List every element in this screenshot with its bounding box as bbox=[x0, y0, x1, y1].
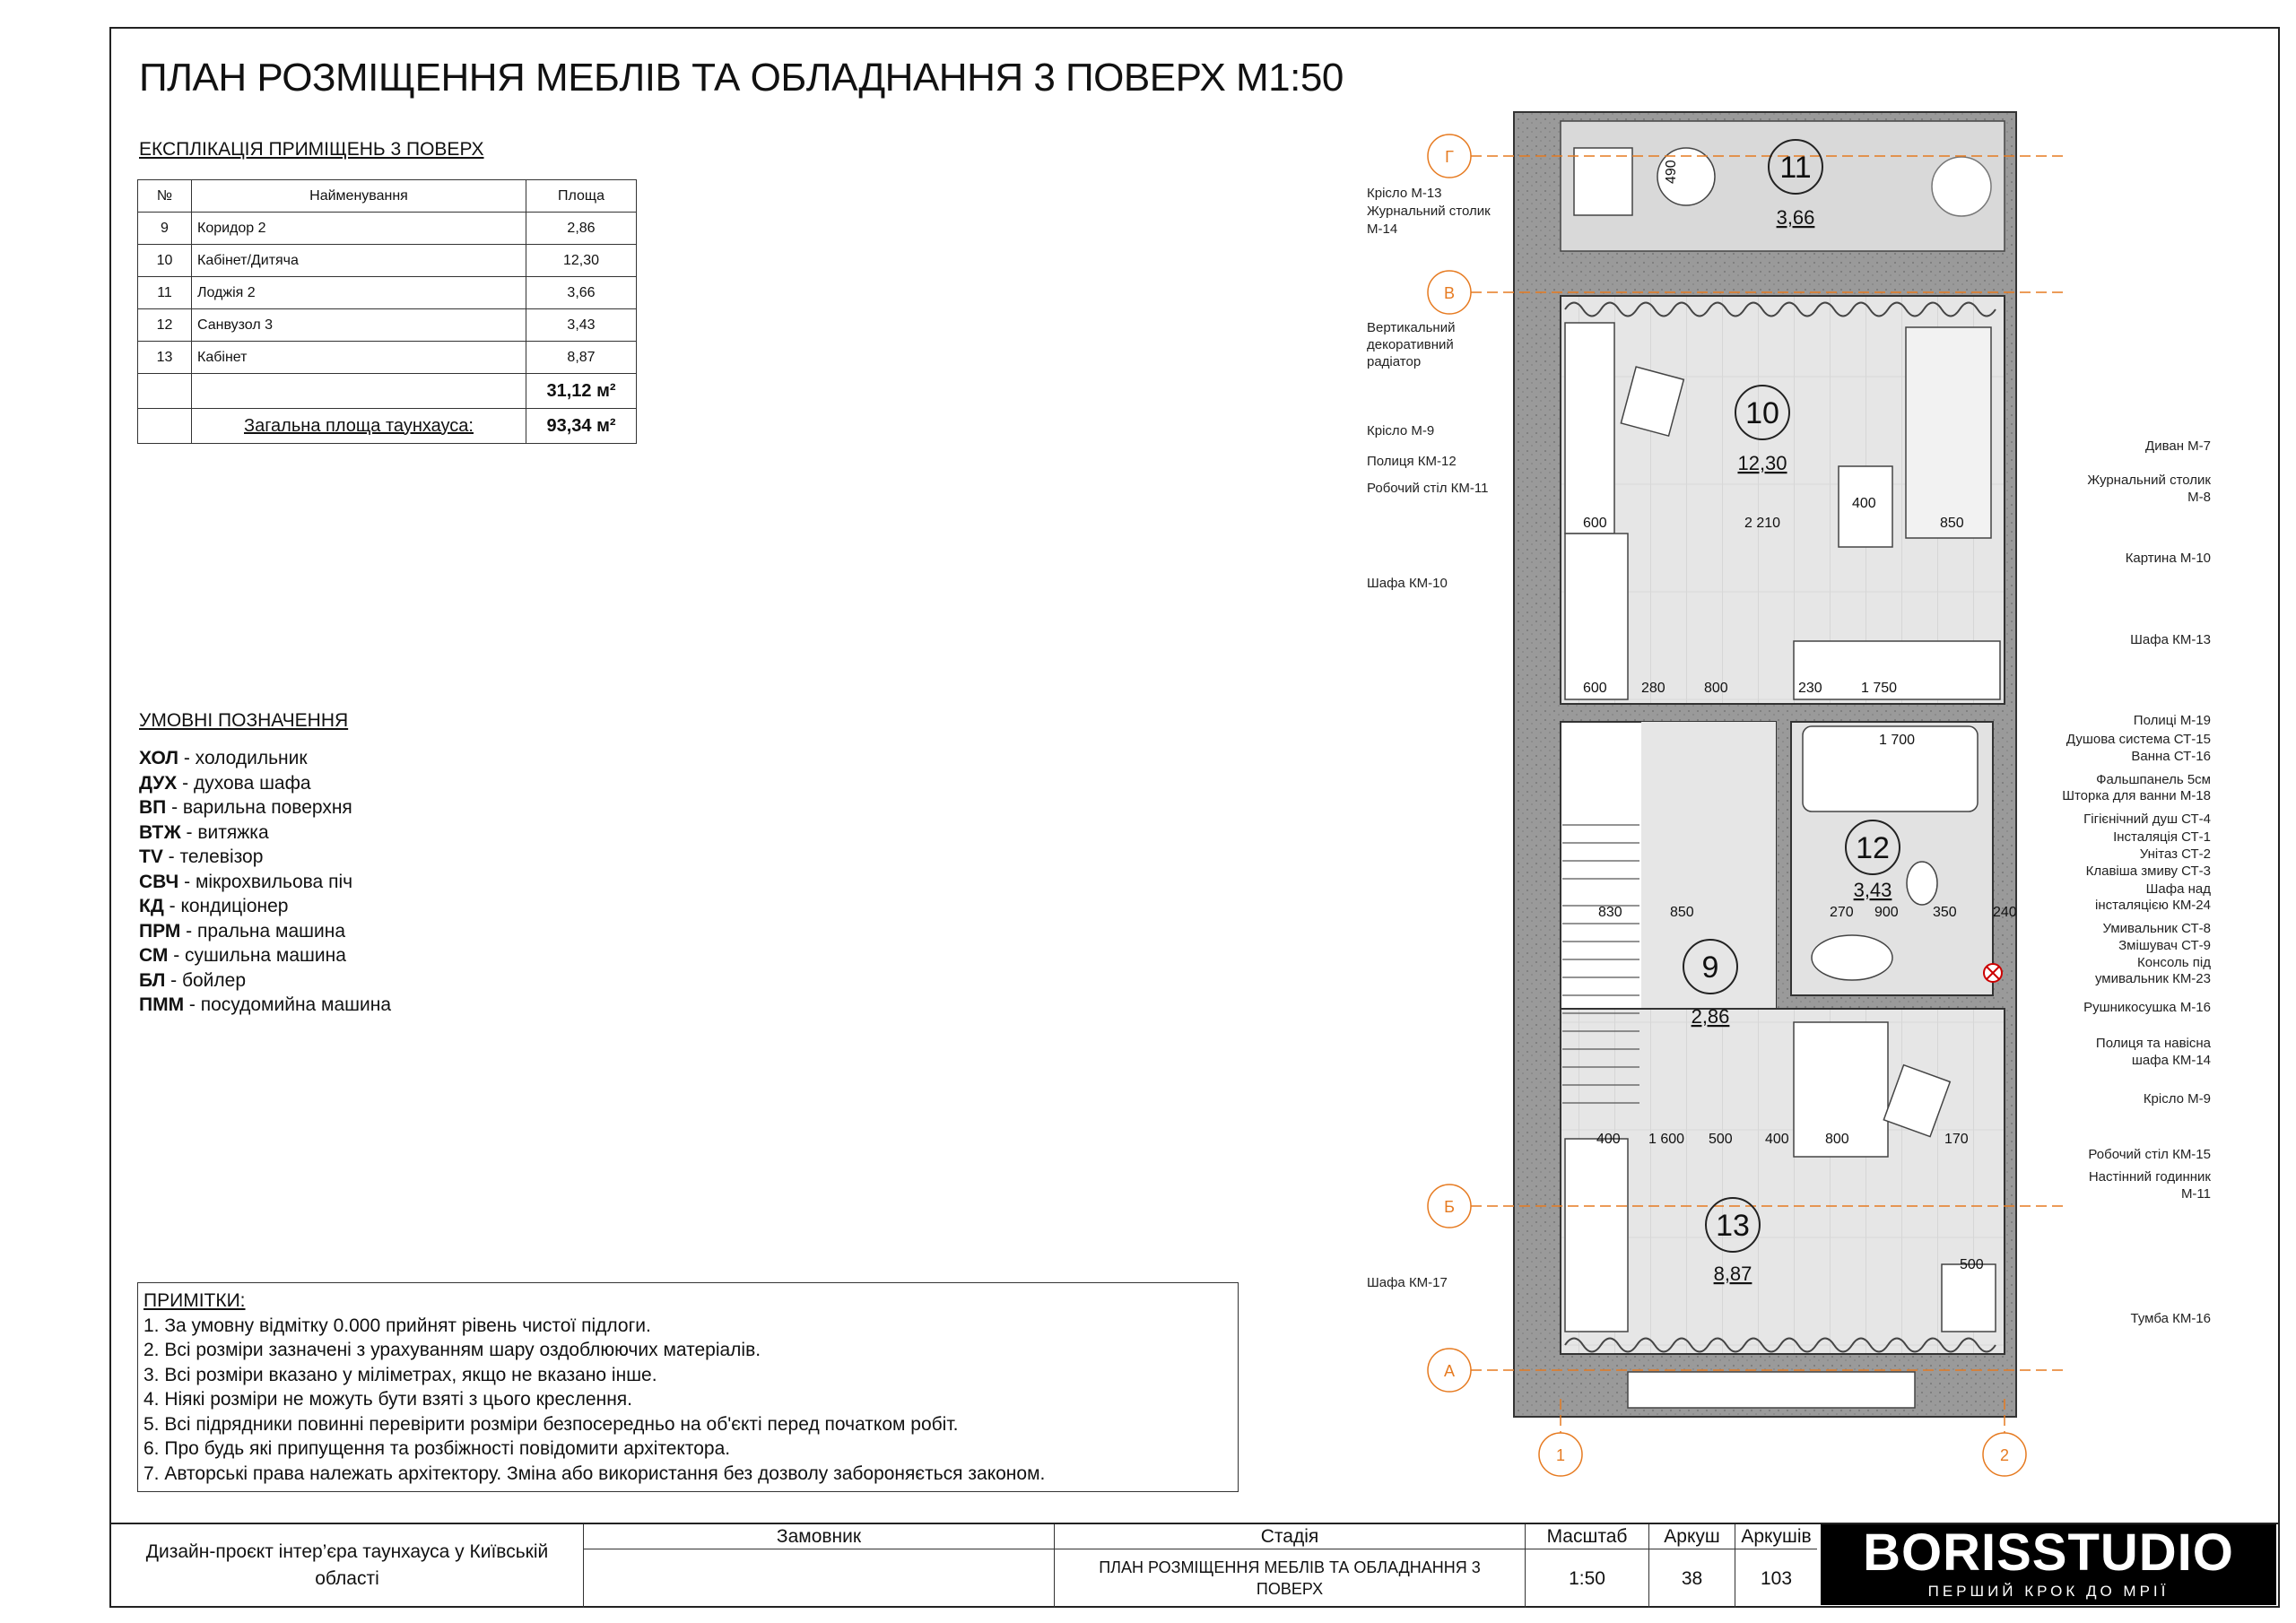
table-row bbox=[138, 245, 637, 277]
header-number: № bbox=[138, 180, 192, 213]
label-chair-m9: Крісло М-9 bbox=[1367, 423, 1435, 438]
dim-label: 170 bbox=[1944, 1132, 1969, 1147]
axis-b: Б bbox=[1444, 1198, 1455, 1216]
row-area: 3,43 bbox=[526, 309, 637, 342]
legend-list bbox=[139, 746, 391, 1018]
label-m14: М-14 bbox=[1367, 221, 1398, 237]
label-chair-m9-b: Крісло М-9 bbox=[2143, 1091, 2211, 1107]
room-area: 3,66 bbox=[1776, 206, 1815, 229]
dim-label: 490 bbox=[1664, 160, 1679, 184]
label-console: Консоль під bbox=[2137, 955, 2211, 970]
sheet-value: 38 bbox=[1648, 1549, 1735, 1608]
label-curtain-m18: Шторка для ванни М-18 bbox=[2062, 788, 2211, 803]
notes-title: ПРИМІТКИ: bbox=[144, 1290, 246, 1311]
dim-label: 240 bbox=[1993, 905, 2017, 920]
label-cabinet-above: Шафа над bbox=[2145, 881, 2211, 897]
legend-item: ДУХ - духова шафа bbox=[139, 772, 311, 794]
dim-label: 1 700 bbox=[1879, 733, 1916, 748]
dim-label: 350 bbox=[1933, 905, 1957, 920]
brand-logo bbox=[1821, 1524, 2276, 1605]
total-value: 93,34 м² bbox=[526, 409, 637, 444]
drawing-title: ПЛАН РОЗМІЩЕННЯ МЕБЛІВ ТА ОБЛАДНАННЯ 3 ПОВЕРХ М1:50 bbox=[139, 56, 1344, 100]
label-coffee-table-m8: Журнальний столик bbox=[2087, 473, 2211, 488]
row-number: 10 bbox=[138, 245, 192, 277]
label-wardrobe-km10: Шафа КМ-10 bbox=[1367, 576, 1448, 591]
label-wardrobe-km13: Шафа КМ-13 bbox=[2130, 632, 2211, 647]
dim-label: 400 bbox=[1765, 1132, 1789, 1147]
row-number: 13 bbox=[138, 342, 192, 374]
room-area: 12,30 bbox=[1737, 452, 1787, 474]
table-header-row bbox=[138, 180, 637, 213]
dim-label: 800 bbox=[1825, 1132, 1849, 1147]
legend-title: УМОВНІ ПОЗНАЧЕННЯ bbox=[139, 710, 349, 731]
room-number: 9 bbox=[1701, 950, 1719, 985]
note-item: 5. Всі підрядники повинні перевірити розміри безпосередньо на об'єкті перед початком робіт. bbox=[144, 1413, 959, 1435]
wardrobe-10 bbox=[1565, 534, 1628, 699]
row-area: 12,30 bbox=[526, 245, 637, 277]
label-radiator-2: декоративний bbox=[1367, 337, 1454, 352]
row-name: Коридор 2 bbox=[192, 213, 526, 245]
explication-title: ЕКСПЛІКАЦІЯ ПРИМІЩЕНЬ 3 ПОВЕРХ bbox=[139, 139, 484, 160]
label-shower-st15: Душова система СТ-15 bbox=[2066, 732, 2211, 747]
dim-label: 600 bbox=[1583, 681, 1607, 696]
label-clock: Настінний годинник bbox=[2088, 1169, 2211, 1185]
legend-item: ХОЛ - холодильник bbox=[139, 748, 308, 768]
label-sofa-m7: Диван М-7 bbox=[2145, 438, 2211, 454]
legend-item: ВП - варильна поверхня bbox=[139, 797, 352, 818]
header-area: Площа bbox=[526, 180, 637, 213]
scale-value: 1:50 bbox=[1525, 1549, 1648, 1608]
table-row bbox=[138, 342, 637, 374]
dim-label: 1 750 bbox=[1861, 681, 1898, 696]
room-number: 10 bbox=[1745, 396, 1779, 430]
dim-label: 400 bbox=[1596, 1132, 1621, 1147]
dim-label: 850 bbox=[1670, 905, 1694, 920]
legend-item: ВТЖ - витяжка bbox=[139, 821, 269, 843]
label-shelves-m19: Полиці М-19 bbox=[2133, 713, 2211, 728]
floor-plan bbox=[1327, 99, 2242, 1497]
customer-value bbox=[583, 1549, 1054, 1608]
dim-label: 230 bbox=[1798, 681, 1822, 696]
wardrobe-13 bbox=[1565, 1139, 1628, 1332]
room-area: 8,87 bbox=[1713, 1263, 1752, 1285]
armchair-loggia bbox=[1574, 148, 1632, 215]
nightstand bbox=[1942, 1264, 1996, 1332]
room-number: 11 bbox=[1779, 151, 1812, 185]
label-flush-button: Клавіша змиву СТ-3 bbox=[2085, 864, 2211, 879]
axis-g: Г bbox=[1445, 148, 1454, 166]
label-coffee-table-m14: Журнальний столик bbox=[1367, 204, 1491, 219]
label-desk-km15: Робочий стіл КМ-15 bbox=[2088, 1147, 2211, 1162]
notes-box bbox=[137, 1282, 1239, 1492]
project-name: Дизайн-проєкт інтер’єра таунхауса у Київській області bbox=[145, 1541, 549, 1589]
row-name: Лоджія 2 bbox=[192, 277, 526, 309]
sheets-value: 103 bbox=[1735, 1549, 1817, 1608]
room-area: 2,86 bbox=[1691, 1005, 1730, 1028]
table-row bbox=[138, 277, 637, 309]
room-number: 13 bbox=[1716, 1209, 1750, 1243]
axis-v: В bbox=[1443, 284, 1456, 302]
legend-item: СМ - сушильна машина bbox=[139, 945, 346, 966]
total-row bbox=[138, 409, 637, 444]
row-name: Санвузол 3 bbox=[192, 309, 526, 342]
empty-cell bbox=[138, 409, 192, 444]
label-cabinet-km24: інсталяцією КМ-24 bbox=[2095, 898, 2211, 913]
row-number: 11 bbox=[138, 277, 192, 309]
label-armchair-m13: Крісло М-13 bbox=[1367, 186, 1442, 201]
label-desk-km11: Робочий стіл КМ-11 bbox=[1367, 481, 1489, 496]
label-painting-m10: Картина М-10 bbox=[2125, 551, 2211, 566]
axis-a: А bbox=[1443, 1362, 1456, 1380]
dim-label: 270 bbox=[1830, 905, 1854, 920]
empty-cell bbox=[192, 374, 526, 409]
label-nightstand-km16: Тумба КМ-16 bbox=[2130, 1311, 2211, 1326]
note-item: 2. Всі розміри зазначені з урахуванням шару оздоблюючих матеріалів. bbox=[144, 1340, 761, 1360]
label-km14: шафа КМ-14 bbox=[2131, 1053, 2211, 1068]
room-area: 3,43 bbox=[1853, 879, 1892, 901]
dim-label: 1 600 bbox=[1648, 1132, 1685, 1147]
table-row bbox=[138, 309, 637, 342]
dim-label: 500 bbox=[1709, 1132, 1733, 1147]
dim-label: 830 bbox=[1598, 905, 1622, 920]
empty-cell bbox=[138, 374, 192, 409]
legend-item: КД - кондиціонер bbox=[139, 896, 289, 916]
desk-10 bbox=[1565, 323, 1614, 534]
note-item: 1. За умовну відмітку 0.000 прийнят рівень чистої підлоги. bbox=[144, 1315, 651, 1336]
table-row bbox=[138, 213, 637, 245]
dim-label: 2 210 bbox=[1744, 516, 1781, 531]
room-number: 12 bbox=[1856, 831, 1890, 865]
row-number: 12 bbox=[138, 309, 192, 342]
plant-icon bbox=[1932, 157, 1991, 216]
scale-label: Масштаб bbox=[1525, 1524, 1648, 1549]
label-hygienic-shower: Гігієнічний душ СТ-4 bbox=[2083, 812, 2211, 827]
note-item: 6. Про будь які припущення та розбіжності повідомити архітектора. bbox=[144, 1438, 731, 1459]
row-area: 3,66 bbox=[526, 277, 637, 309]
washbasin bbox=[1812, 935, 1892, 980]
sheet-label: Аркуш bbox=[1648, 1524, 1735, 1549]
legend-item: БЛ - бойлер bbox=[139, 969, 247, 991]
axis-2: 2 bbox=[1999, 1446, 2010, 1464]
label-m8: М-8 bbox=[2187, 490, 2211, 505]
label-shelf-km12: Полиця КМ-12 bbox=[1367, 454, 1457, 469]
label-shelf-km14: Полиця та навісна bbox=[2095, 1036, 2211, 1051]
label-towel-dryer: Рушникосушка М-16 bbox=[2083, 1000, 2211, 1015]
total-label: Загальна площа таунхауса: bbox=[192, 409, 526, 444]
dim-label: 280 bbox=[1641, 681, 1665, 696]
label-wardrobe-km17: Шафа КМ-17 bbox=[1367, 1275, 1448, 1290]
label-mixer: Змішувач СТ-9 bbox=[2118, 938, 2211, 953]
label-radiator-1: Вертикальний bbox=[1367, 320, 1456, 335]
dim-label: 400 bbox=[1852, 496, 1876, 511]
header-name: Найменування bbox=[192, 180, 526, 213]
subtotal-row bbox=[138, 374, 637, 409]
legend-item: TV - телевізор bbox=[139, 846, 264, 867]
window-bottom bbox=[1628, 1372, 1915, 1408]
customer-label: Замовник bbox=[583, 1524, 1054, 1549]
subtotal-value: 31,12 м² bbox=[526, 374, 637, 409]
note-item: 7. Авторські права належать архітектору. Зміна або використання без дозволу забороняється законом. bbox=[144, 1462, 1046, 1484]
toilet bbox=[1907, 862, 1937, 905]
axis-1: 1 bbox=[1555, 1446, 1566, 1464]
legend-item: ПММ - посудомийна машина bbox=[139, 994, 392, 1015]
row-name: Кабінет/Дитяча bbox=[192, 245, 526, 277]
label-bath-st16: Ванна СТ-16 bbox=[2131, 749, 2211, 764]
note-item: 4. Ніякі розміри не можуть бути взяті з цього креслення. bbox=[144, 1389, 632, 1410]
legend-item: ПРМ - пральна машина bbox=[139, 920, 345, 942]
explication-table bbox=[137, 179, 637, 444]
brand-slogan: ПЕРШИЙ КРОК ДО МРІЇ bbox=[1927, 1583, 2170, 1600]
label-toilet: Унітаз СТ-2 bbox=[2139, 846, 2211, 862]
stage-label: Стадія bbox=[1054, 1524, 1525, 1549]
label-console-km23: умивальник КМ-23 bbox=[2094, 971, 2211, 986]
legend-item: СВЧ - мікрохвильова піч bbox=[139, 871, 353, 892]
label-installation: Інсталяція СТ-1 bbox=[2113, 829, 2211, 845]
dim-label: 850 bbox=[1940, 516, 1964, 531]
dim-label: 500 bbox=[1960, 1257, 1984, 1272]
sheets-label: Аркушів bbox=[1735, 1524, 1817, 1549]
dim-label: 600 bbox=[1583, 516, 1607, 531]
note-item: 3. Всі розміри вказано у міліметрах, якщо не вказано інше. bbox=[144, 1364, 657, 1385]
stage-value: ПЛАН РОЗМІЩЕННЯ МЕБЛІВ ТА ОБЛАДНАННЯ 3 ПОВЕРХ bbox=[1054, 1549, 1525, 1608]
brand-name: BORISSTUDIO bbox=[1863, 1523, 2234, 1582]
label-panel: Фальшпанель 5см bbox=[2096, 772, 2211, 787]
row-number: 9 bbox=[138, 213, 192, 245]
row-area: 8,87 bbox=[526, 342, 637, 374]
sofa bbox=[1906, 327, 1991, 538]
label-washbasin: Умивальник СТ-8 bbox=[2102, 921, 2211, 936]
row-name: Кабінет bbox=[192, 342, 526, 374]
label-radiator-3: радіатор bbox=[1367, 354, 1422, 369]
label-clock-m11: М-11 bbox=[2180, 1186, 2211, 1202]
dim-label: 900 bbox=[1874, 905, 1899, 920]
row-area: 2,86 bbox=[526, 213, 637, 245]
dim-label: 800 bbox=[1704, 681, 1728, 696]
